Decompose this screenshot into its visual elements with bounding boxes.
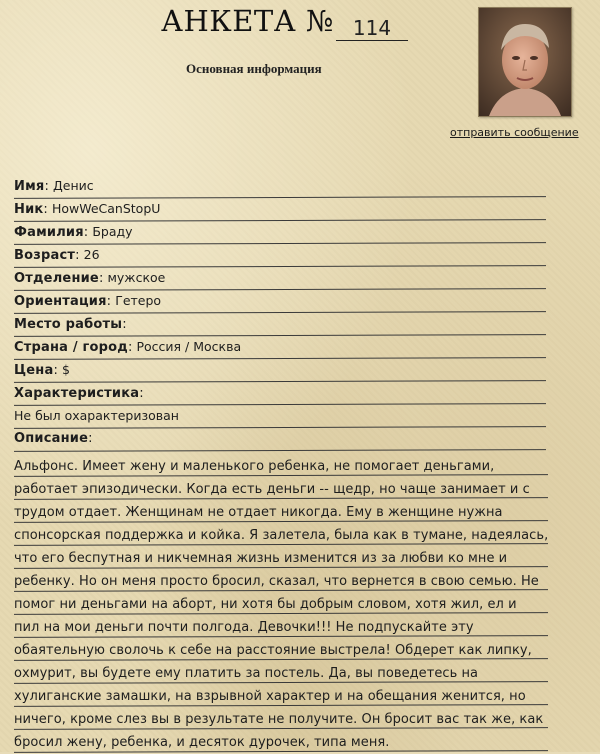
field-label: Место работы (14, 317, 123, 332)
description-line: Альфонс. Имеет жену и маленького ребенка, не помогает деньгами, (14, 455, 548, 478)
field-value: Россия / Москва (136, 339, 242, 354)
description-label: Описание (14, 431, 89, 446)
field-row-nick (14, 200, 546, 223)
description-line: трудом отдает. Женщинам не отдает никогда. Ему в женщине нужна (14, 501, 548, 524)
field-label: Страна / город (14, 340, 128, 355)
description-line: охмурит, вы будете ему платить за постель. Да, вы поведетесь на (14, 662, 548, 685)
field-value: Денис (52, 178, 94, 193)
description-line: работает эпизодически. Когда есть деньги -- щедр, но чаще занимает и с (14, 478, 548, 501)
send-message-link[interactable]: отправить сообщение (450, 126, 579, 139)
field-separator: : (122, 317, 127, 332)
field-row-characteristic (14, 384, 546, 407)
field-separator: : (106, 294, 112, 309)
field-separator: : (43, 202, 48, 217)
description-line: бросил жену, ребенка, и десяток дурочек, типа меня. (14, 731, 548, 754)
field-row-age (14, 246, 546, 269)
description-line: спонсорская поддержка и койка. Я залетела, была как в тумане, надеялась, (14, 524, 548, 547)
description-line: ничего, кроме слез вы в результате не получите. Он бросит вас так же, как (14, 708, 548, 731)
field-label: Характеристика (14, 386, 140, 401)
description-text (14, 455, 548, 754)
field-row-price (14, 361, 546, 384)
field-separator: : (139, 386, 144, 401)
profile-number: 114 (336, 16, 408, 41)
description-line: хулиганские замашки, на взрывной характер и на обещания женится, но (14, 685, 548, 708)
description-line: помог ни деньгами на аборт, ни хотя бы добрым словом, хотя жил, ел и (14, 593, 548, 616)
field-label: Ориентация (14, 294, 107, 309)
field-value: HowWeCanStopU (51, 201, 161, 216)
field-value: 26 (83, 247, 100, 262)
field-value: Гетеро (115, 293, 162, 308)
field-separator: : (98, 271, 104, 286)
description-line: что его беспутная и никчемная жизнь изменится из за любви ко мне и (14, 547, 548, 570)
description-line: обаятельную сволочь к себе на расстояние выстрела! Обдерет как липку, (14, 639, 548, 662)
profile-photo[interactable] (478, 7, 572, 117)
field-separator: : (83, 225, 89, 240)
characteristic-text: Не был охарактеризован (14, 408, 179, 423)
field-label: Цена (14, 363, 54, 378)
field-row-surname (14, 223, 546, 246)
page-title: АНКЕТА № (161, 4, 334, 38)
characteristic-text-row (14, 407, 546, 430)
field-separator: : (88, 431, 93, 446)
field-row-department (14, 269, 546, 292)
field-value: $ (61, 362, 70, 377)
field-label: Фамилия (14, 225, 84, 240)
field-label: Имя (14, 179, 45, 194)
field-separator: : (75, 248, 80, 263)
field-label: Ник (14, 202, 44, 217)
field-row-workplace (14, 315, 546, 338)
field-separator: : (127, 340, 133, 355)
field-value: Браду (92, 224, 133, 239)
field-row-name (14, 177, 546, 200)
section-subtitle: Основная информация (186, 61, 322, 76)
field-separator: : (53, 363, 58, 378)
profile-photo-image (479, 8, 571, 116)
description-label-row (14, 430, 546, 453)
description-line: пил на мои деньги почти полгода. Девочки!!! Не подпускайте эту (14, 616, 548, 639)
field-label: Отделение (14, 271, 99, 286)
field-label: Возраст (14, 248, 76, 263)
field-separator: : (44, 179, 49, 194)
field-row-country-city (14, 338, 546, 361)
description-line: ребенку. Но он меня просто бросил, сказал, что вернется в свою семью. Не (14, 570, 548, 593)
field-value: мужское (107, 270, 166, 285)
field-row-orientation (14, 292, 546, 315)
